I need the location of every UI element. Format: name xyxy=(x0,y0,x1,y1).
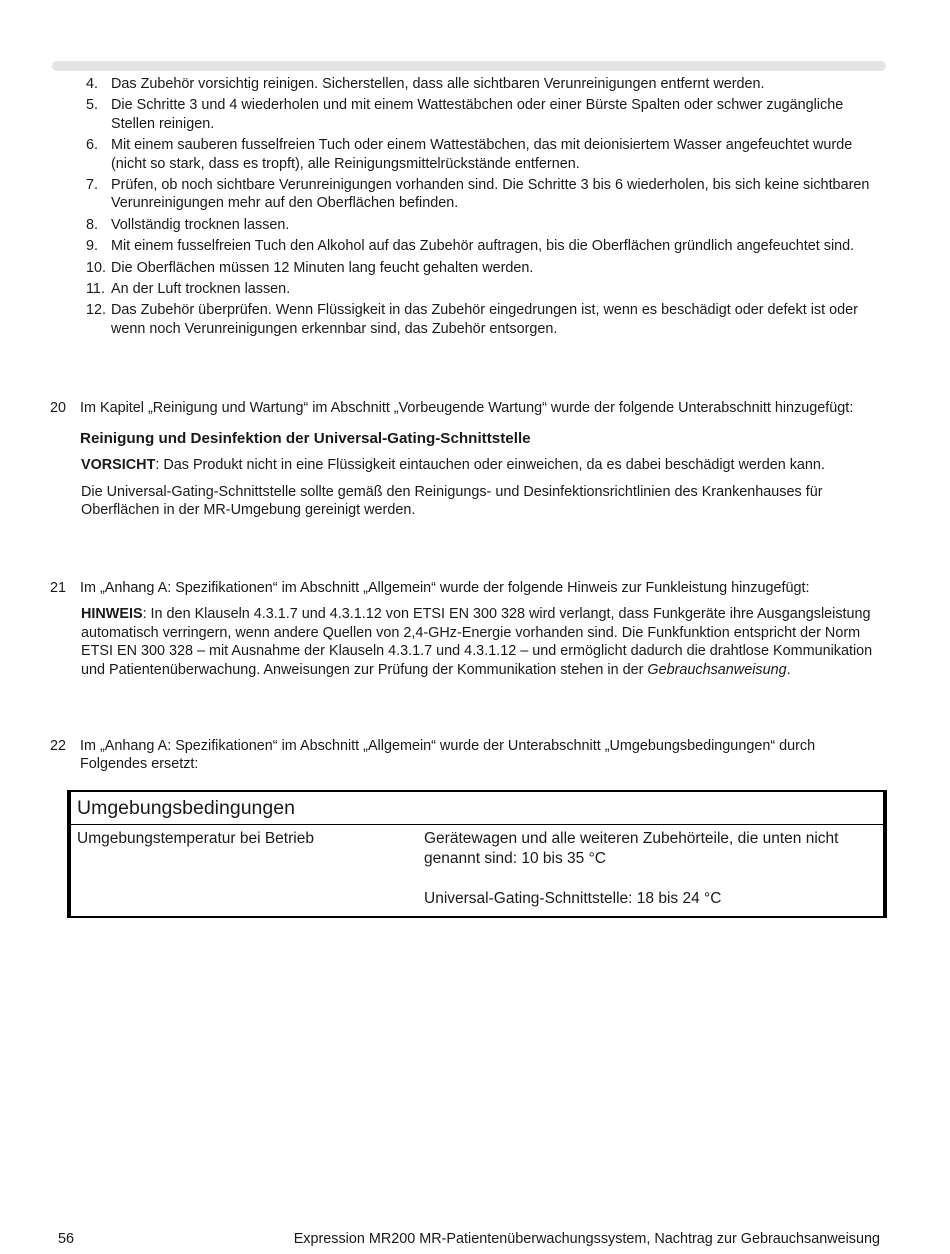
note-label: HINWEIS xyxy=(81,606,143,623)
step-text: Das Zubehör überprüfen. Wenn Flüssigkeit in das Zubehör eingedrungen ist, wenn es beschädigt oder defekt ist oder wenn noch Verunreinigungen erkennbar sind, das Zubehör entsorgen. xyxy=(111,302,858,337)
step-text: Die Oberflächen müssen 12 Minuten lang feucht gehalten werden. xyxy=(111,259,534,276)
list-item xyxy=(86,280,886,298)
step-text: Vollständig trocknen lassen. xyxy=(111,216,290,233)
step-text: Mit einem sauberen fusselfreien Tuch oder einem Wattestäbchen, das mit deionisiertem Wasser angefeuchtet wurde (nicht so stark, dass es tropft), alle Reinigungsmittelrückstände entfernen. xyxy=(111,137,853,172)
change-entry-22 xyxy=(50,737,886,774)
step-number: 8. xyxy=(86,216,99,233)
step-number: 10. xyxy=(86,259,107,276)
note-italic: Gebrauchsanweisung xyxy=(647,661,787,678)
list-item xyxy=(86,176,886,213)
caution-paragraph xyxy=(81,456,886,474)
entry-number: 20 xyxy=(50,400,67,416)
step-number: 5. xyxy=(86,97,99,114)
entry-text: Im „Anhang A: Spezifikationen“ im Abschnitt „Allgemein“ wurde der folgende Hinweis zur Funkleistung hinzugefügt: xyxy=(80,580,810,596)
value-gating: Universal-Gating-Schnittstelle: 18 bis 24 °C xyxy=(424,890,722,907)
step-number: 11. xyxy=(86,281,105,298)
step-number: 4. xyxy=(86,76,99,92)
environment-table xyxy=(67,790,887,918)
note-end: . xyxy=(786,661,791,678)
caution-label: VORSICHT xyxy=(81,457,156,474)
change-entry-20 xyxy=(50,399,886,520)
cleaning-steps-list xyxy=(86,75,886,341)
list-item xyxy=(86,75,886,93)
list-item xyxy=(86,96,886,133)
table-title: Umgebungsbedingungen xyxy=(71,790,883,825)
entry-text: Im „Anhang A: Spezifikationen“ im Abschnitt „Allgemein“ wurde der Unterabschnitt „Umgebungsbedingungen“ durch Folgendes ersetzt: xyxy=(80,738,816,773)
list-item xyxy=(86,237,886,255)
note-text: : In den Klauseln 4.3.1.7 und 4.3.1.12 von ETSI EN 300 328 wird verlangt, dass Funkgeräte ihre Ausgangsleistung automatisch verringern, wenn andere Quellen von 2,4-GHz-Energie vorhanden sind. Die Funkfunktion entspricht der Norm ETSI EN 300 328 – mit Ausnahme der Klauseln 4.3.1.7 und 4.3.1.12 – und ermöglicht dadurch die drahtlose Kommunikation und Patientenüberwachung. Anweisungen zur Prüfung der Kommunikation stehen in der xyxy=(81,606,873,678)
list-item xyxy=(86,136,886,173)
note-paragraph xyxy=(81,605,886,679)
value-cart: Gerätewagen und alle weiteren Zubehörteile, die unten nicht genannt sind: 10 bis 35 °C xyxy=(424,830,839,867)
body-paragraph: Die Universal-Gating-Schnittstelle sollte gemäß den Reinigungs- und Desinfektionsrichtlinien des Krankenhauses für Oberflächen in der MR-Umgebung gereinigt werden. xyxy=(81,483,823,519)
row-label: Umgebungstemperatur bei Betrieb xyxy=(77,830,314,847)
list-item xyxy=(86,216,886,234)
step-text: An der Luft trocknen lassen. xyxy=(111,281,291,298)
step-text: Die Schritte 3 und 4 wiederholen und mit einem Wattestäbchen oder einer Bürste Spalten oder schwer zugängliche Stellen reinigen. xyxy=(111,97,844,132)
page-number: 56 xyxy=(58,1231,75,1247)
change-entry-21 xyxy=(50,579,886,679)
step-number: 9. xyxy=(86,238,99,255)
step-number: 6. xyxy=(86,137,99,154)
list-item xyxy=(86,301,886,338)
step-number: 7. xyxy=(86,177,99,194)
entry-number: 22 xyxy=(50,738,67,754)
step-number: 12. xyxy=(86,302,107,319)
footer-title: Expression MR200 MR-Patientenüberwachungssystem, Nachtrag zur Gebrauchsanweisung xyxy=(293,1231,880,1247)
caution-text: : Das Produkt nicht in eine Flüssigkeit eintauchen oder einweichen, da es dabei beschädigt werden kann. xyxy=(155,457,825,474)
step-text: Das Zubehör vorsichtig reinigen. Sicherstellen, dass alle sichtbaren Verunreinigungen entfernt werden. xyxy=(111,76,765,92)
step-text: Prüfen, ob noch sichtbare Verunreinigungen vorhanden sind. Die Schritte 3 bis 6 wiederholen, bis sich keine sichtbaren Verunreinigungen mehr auf den Oberflächen befinden. xyxy=(111,177,870,212)
entry-text: Im Kapitel „Reinigung und Wartung“ im Abschnitt „Vorbeugende Wartung“ wurde der folgende Unterabschnitt hinzugefügt: xyxy=(80,400,854,416)
header-rule xyxy=(52,61,886,71)
row-values xyxy=(424,829,880,929)
list-item xyxy=(86,259,886,277)
step-text: Mit einem fusselfreien Tuch den Alkohol auf das Zubehör auftragen, bis die Oberflächen gründlich angefeuchtet sind. xyxy=(111,238,855,255)
entry-number: 21 xyxy=(50,580,67,596)
section-heading: Reinigung und Desinfektion der Universal-Gating-Schnittstelle xyxy=(80,430,531,448)
